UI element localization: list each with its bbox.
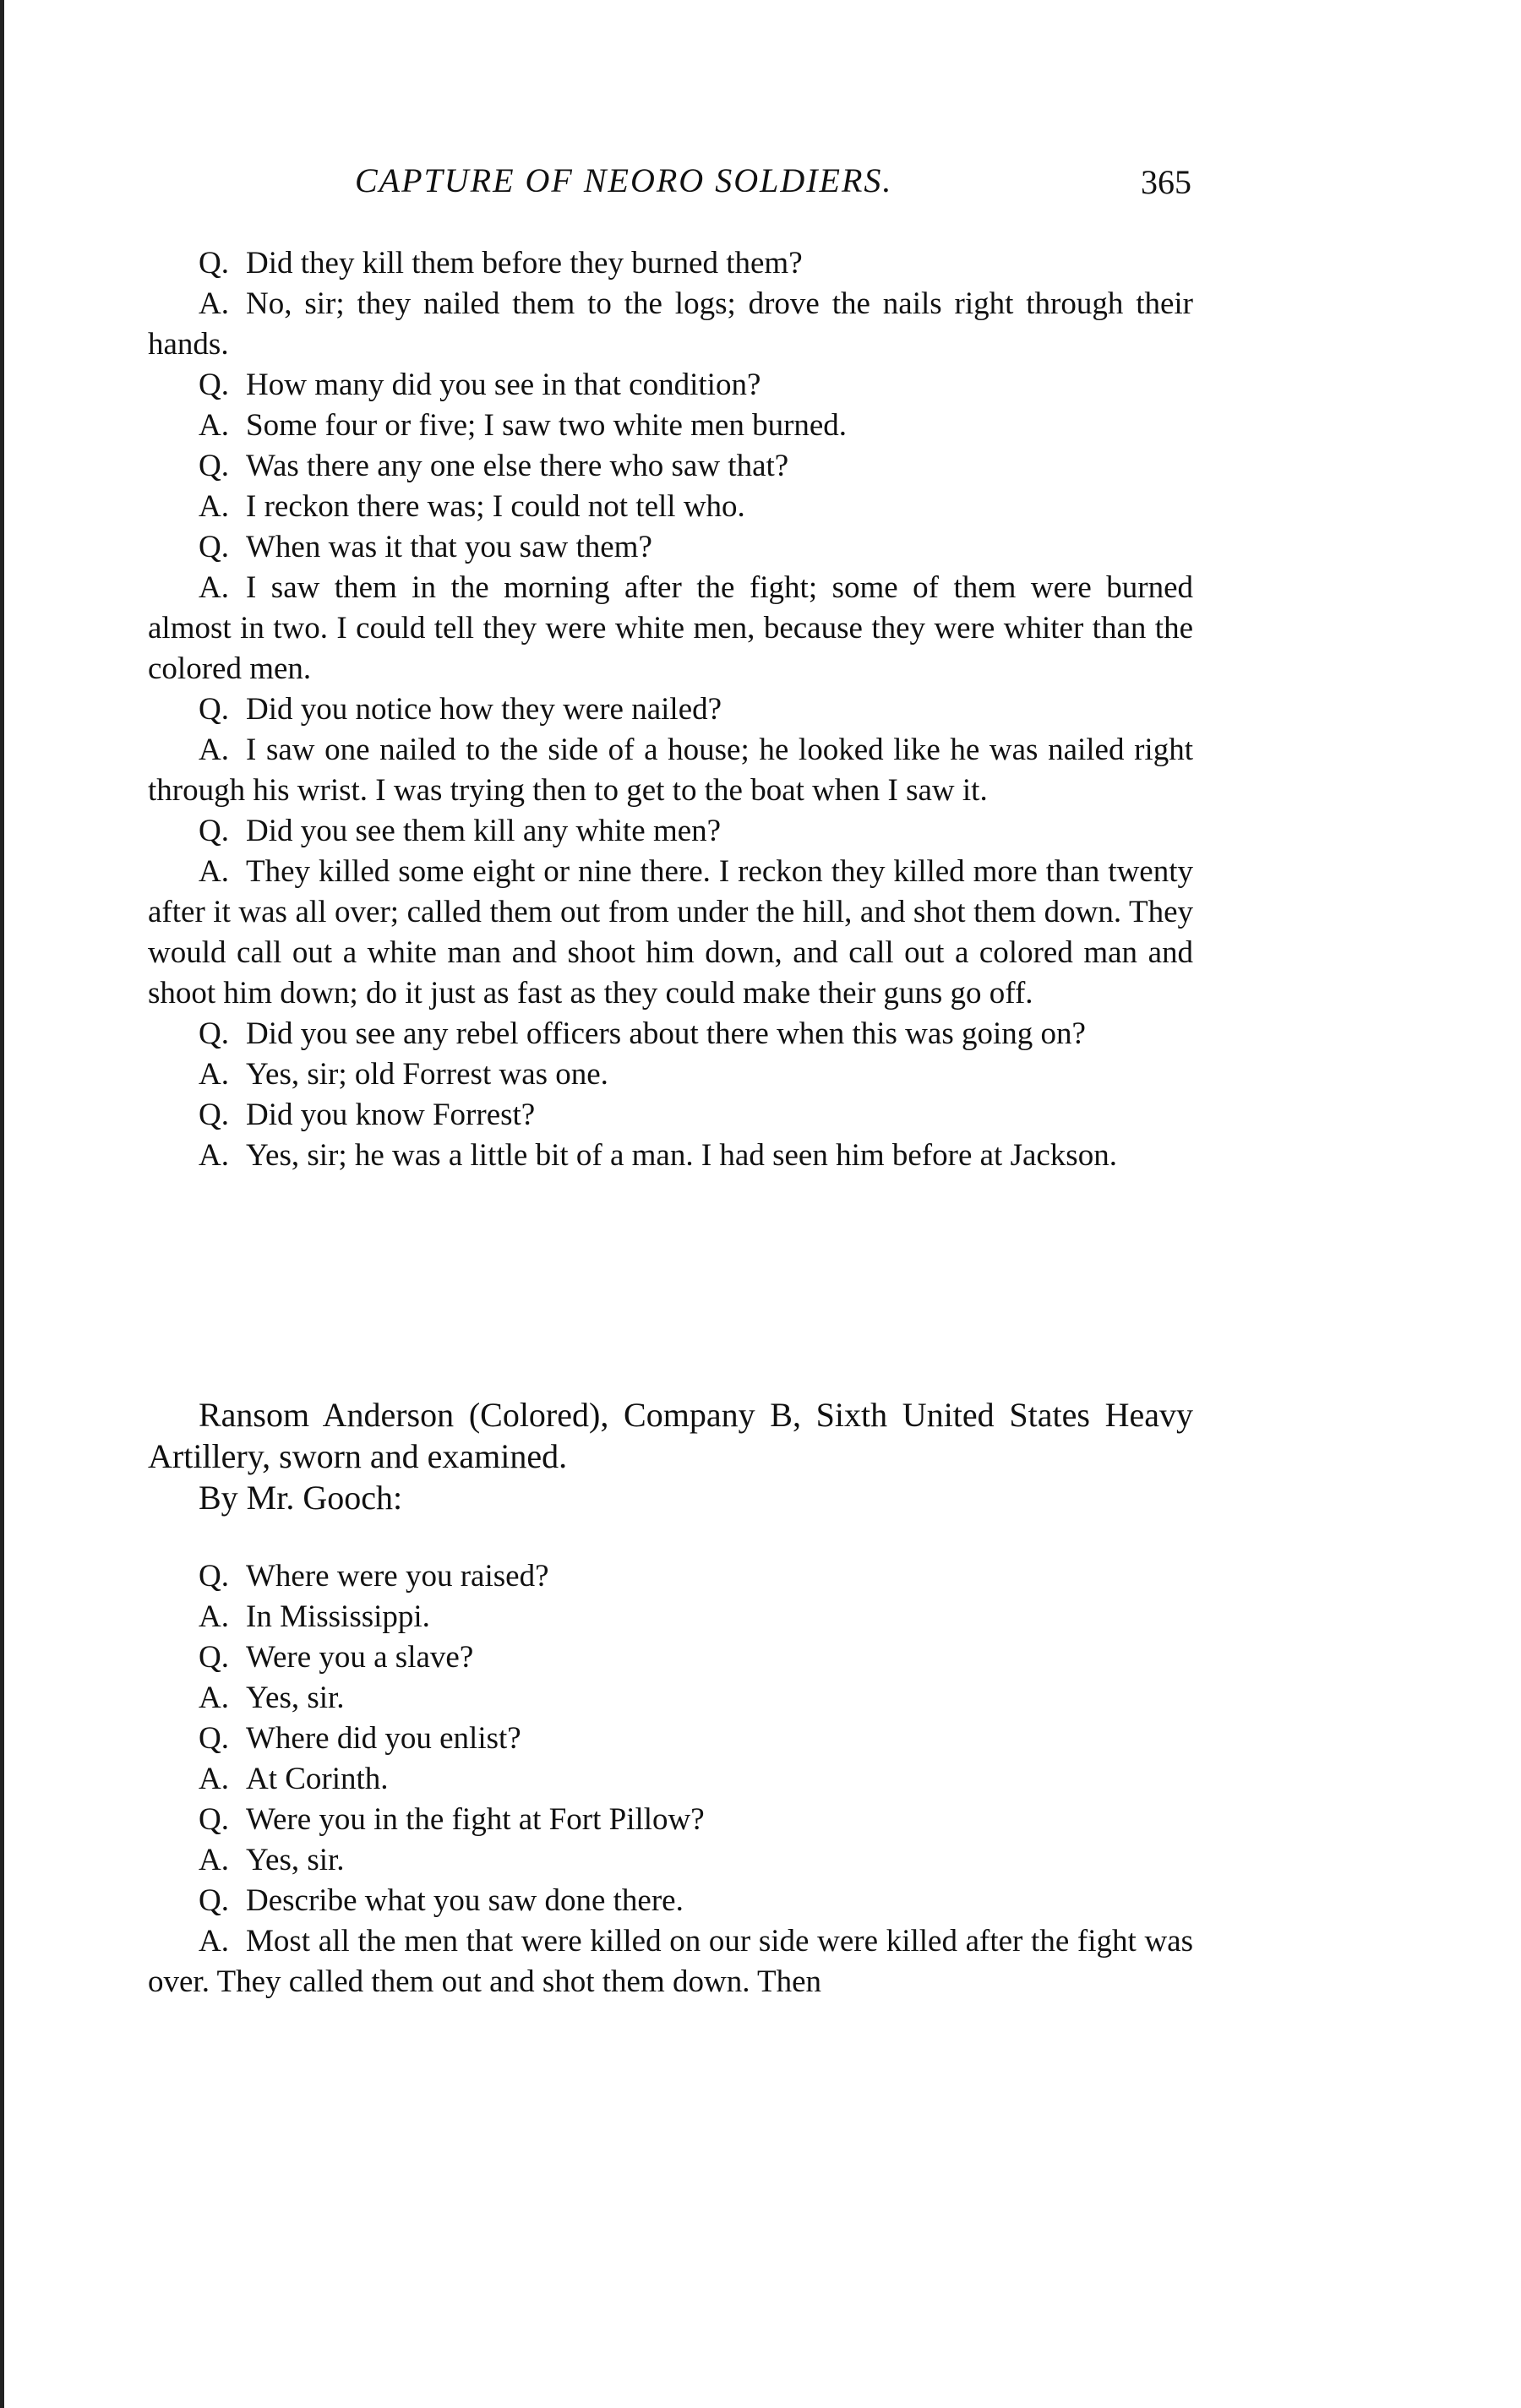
qa-text: Yes, sir. xyxy=(246,1843,345,1877)
qa-label: A. xyxy=(199,1762,229,1796)
qa-label: Q. xyxy=(199,1802,229,1837)
answer xyxy=(148,1921,1193,2002)
qa-text: Yes, sir. xyxy=(246,1681,345,1715)
qa-label: A. xyxy=(199,570,229,605)
answer xyxy=(148,406,1193,446)
question xyxy=(148,1014,1193,1054)
qa-label: Q. xyxy=(199,1559,229,1594)
qa-label: A. xyxy=(199,1138,229,1173)
question xyxy=(148,689,1193,730)
page-number: 365 xyxy=(1141,163,1191,201)
testimony-section-1 xyxy=(148,243,1193,1176)
qa-text: I reckon there was; I could not tell who. xyxy=(246,489,745,524)
qa-text: Was there any one else there who saw that? xyxy=(246,449,789,483)
answer xyxy=(148,730,1193,811)
qa-text: Did you see any rebel officers about there when this was going on? xyxy=(246,1016,1086,1051)
qa-text: Yes, sir; old Forrest was one. xyxy=(246,1057,608,1092)
qa-label: Q. xyxy=(199,449,229,483)
qa-text: In Mississippi. xyxy=(246,1599,430,1634)
qa-text: Did they kill them before they burned them? xyxy=(246,246,803,281)
qa-label: A. xyxy=(199,1681,229,1715)
qa-label: Q. xyxy=(199,1016,229,1051)
examiner-line: By Mr. Gooch: xyxy=(199,1479,403,1517)
qa-label: Q. xyxy=(199,1640,229,1675)
qa-text: Yes, sir; he was a little bit of a man. I had seen him before at Jackson. xyxy=(246,1138,1117,1173)
qa-label: Q. xyxy=(199,814,229,848)
testimony-section-2 xyxy=(148,1556,1193,2002)
qa-label: A. xyxy=(199,286,229,321)
qa-text: Did you see them kill any white men? xyxy=(246,814,722,848)
question xyxy=(148,365,1193,406)
qa-label: A. xyxy=(199,408,229,443)
qa-text: No, sir; they nailed them to the logs; drove the nails right through their hands. xyxy=(148,286,1193,362)
qa-label: A. xyxy=(199,1924,229,1959)
answer xyxy=(148,284,1193,365)
qa-label: A. xyxy=(199,489,229,524)
question xyxy=(148,1881,1193,1921)
page-header xyxy=(152,161,1191,211)
qa-label: Q. xyxy=(199,1883,229,1918)
running-title: CAPTURE OF NEORO SOLDIERS. xyxy=(355,161,893,199)
qa-label: A. xyxy=(199,733,229,767)
qa-label: Q. xyxy=(199,692,229,727)
qa-text: When was it that you saw them? xyxy=(246,530,652,564)
answer xyxy=(148,1759,1193,1800)
question xyxy=(148,1719,1193,1759)
qa-label: Q. xyxy=(199,368,229,402)
qa-text: I saw them in the morning after the fight; some of them were burned almost in two. I could tell they were white men, because they were whiter than the colored men. xyxy=(148,570,1193,686)
answer xyxy=(148,487,1193,527)
qa-text: Did you notice how they were nailed? xyxy=(246,692,722,727)
qa-label: A. xyxy=(199,1599,229,1634)
qa-text: Where did you enlist? xyxy=(246,1721,521,1756)
qa-text: Most all the men that were killed on our side were killed after the fight was over. They called them out and shot them down. Then xyxy=(148,1924,1193,1999)
qa-label: A. xyxy=(199,1843,229,1877)
qa-text: Were you a slave? xyxy=(246,1640,474,1675)
answer xyxy=(148,1597,1193,1637)
qa-text: At Corinth. xyxy=(246,1762,389,1796)
question xyxy=(148,1637,1193,1678)
qa-label: Q. xyxy=(199,1721,229,1756)
qa-label: A. xyxy=(199,854,229,889)
answer xyxy=(148,1678,1193,1719)
qa-text: Where were you raised? xyxy=(246,1559,549,1594)
witness-intro-section xyxy=(148,1394,1193,1518)
qa-label: A. xyxy=(199,1057,229,1092)
qa-text: Were you in the fight at Fort Pillow? xyxy=(246,1802,705,1837)
qa-text: They killed some eight or nine there. I reckon they killed more than twenty after it was all over; called them out from under the hill, and shot them down. They would call out a white man and shoot him down, and call out a colored man and shoot him down; do it just as fast as they could make their guns go off. xyxy=(148,854,1193,1011)
qa-text: How many did you see in that condition? xyxy=(246,368,761,402)
question xyxy=(148,527,1193,568)
question xyxy=(148,1800,1193,1840)
answer xyxy=(148,1136,1193,1176)
qa-label: Q. xyxy=(199,530,229,564)
qa-label: Q. xyxy=(199,1098,229,1132)
qa-text: Some four or five; I saw two white men burned. xyxy=(246,408,848,443)
qa-text: Did you know Forrest? xyxy=(246,1098,536,1132)
answer xyxy=(148,1054,1193,1095)
question xyxy=(148,446,1193,487)
witness-intro: Ransom Anderson (Colored), Company B, Sixth United States Heavy Artillery, sworn and examined. xyxy=(148,1396,1193,1475)
qa-text: Describe what you saw done there. xyxy=(246,1883,684,1918)
answer xyxy=(148,1840,1193,1881)
question xyxy=(148,1556,1193,1597)
answer xyxy=(148,852,1193,1014)
qa-text: I saw one nailed to the side of a house; he looked like he was nailed right through his wrist. I was trying then to get to the boat when I saw it. xyxy=(148,733,1193,808)
question xyxy=(148,243,1193,284)
question xyxy=(148,1095,1193,1136)
question xyxy=(148,811,1193,852)
page-edge xyxy=(0,0,4,2408)
qa-label: Q. xyxy=(199,246,229,281)
answer xyxy=(148,568,1193,689)
